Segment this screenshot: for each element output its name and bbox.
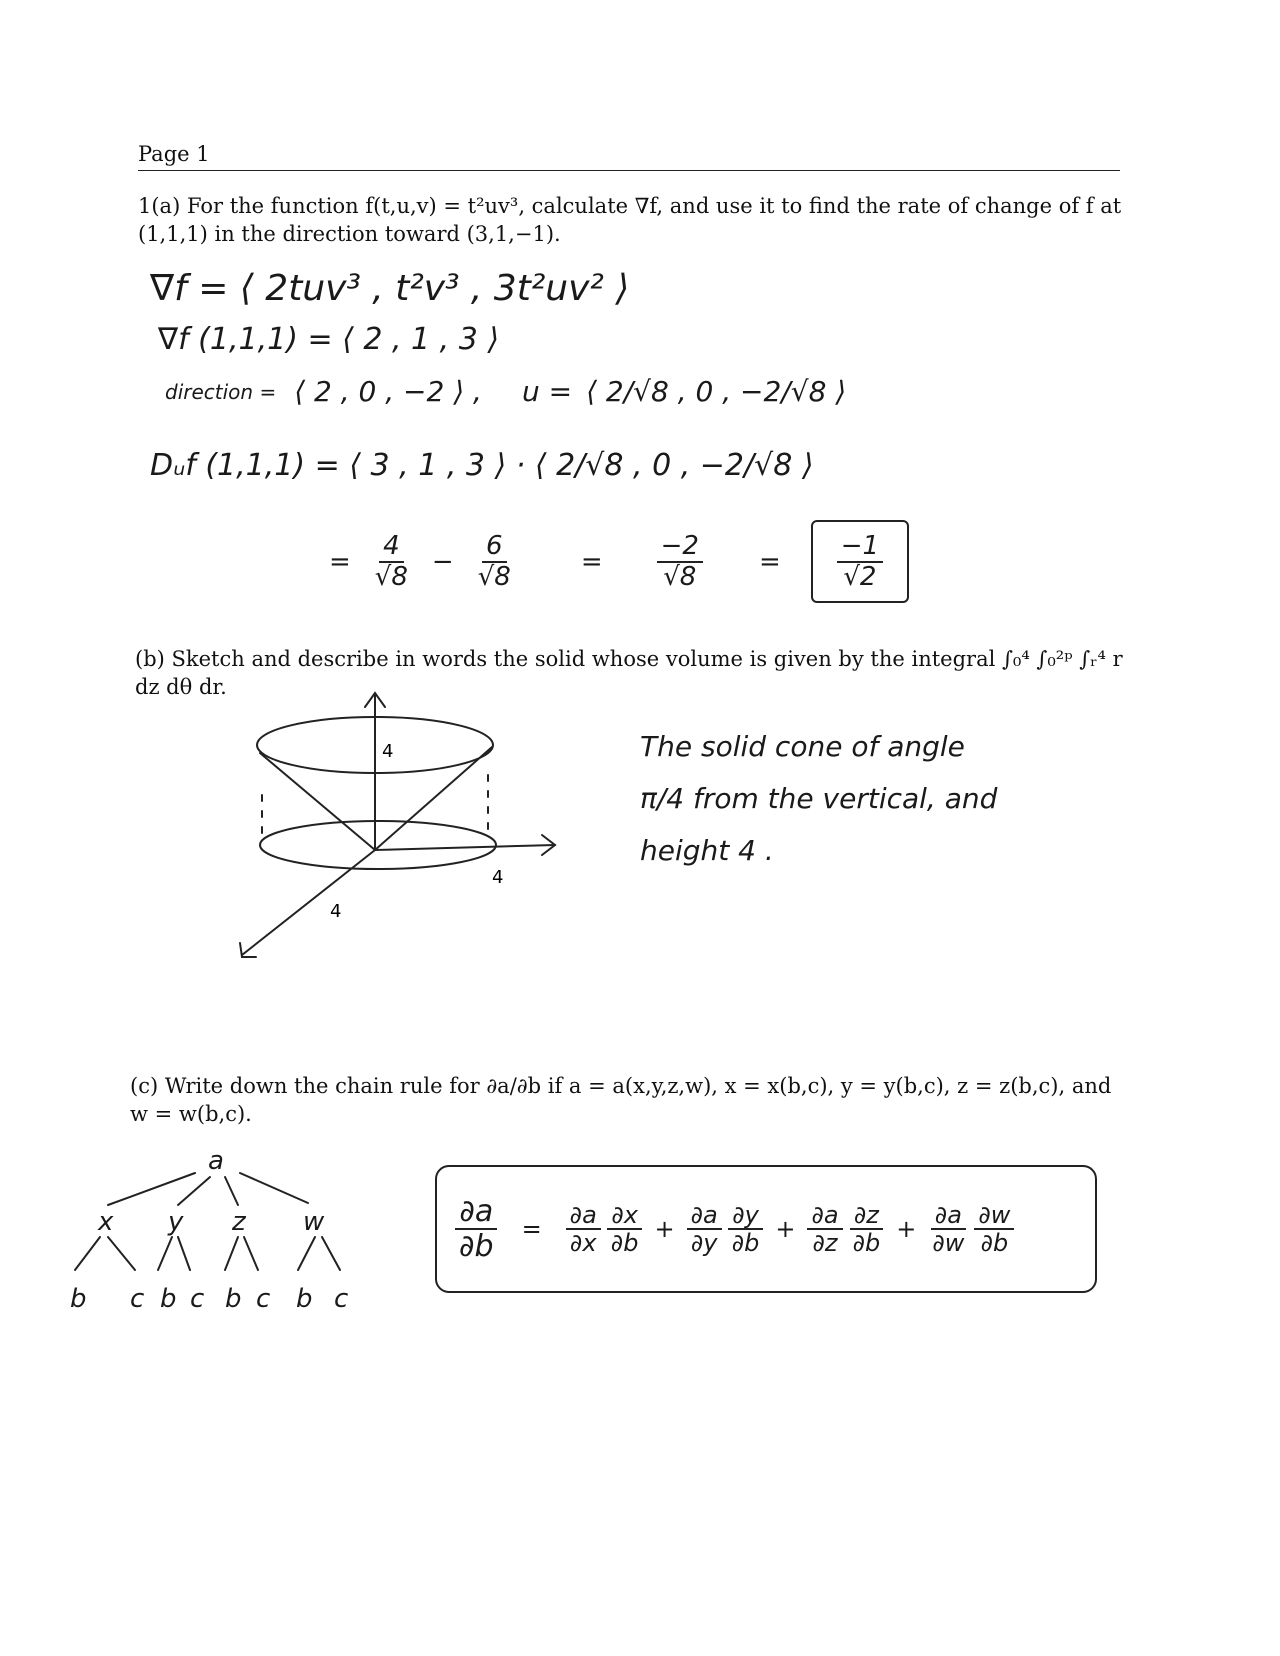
term3-first-fraction bbox=[807, 1202, 842, 1257]
denominator: ∂w bbox=[932, 1229, 965, 1257]
numerator: ∂x bbox=[607, 1202, 642, 1230]
plus-sign: + bbox=[775, 1215, 796, 1243]
y-tick-label: 4 bbox=[330, 901, 342, 922]
cone-side-left bbox=[260, 753, 375, 850]
fraction-6-over-root8 bbox=[474, 532, 515, 591]
direction-line bbox=[165, 375, 846, 408]
header-rule bbox=[138, 170, 1120, 171]
numerator: ∂a bbox=[931, 1202, 966, 1230]
tree-leaf: c bbox=[334, 1284, 349, 1314]
lhs-fraction bbox=[455, 1195, 498, 1263]
numerator: 6 bbox=[482, 532, 507, 563]
denominator: ∂z bbox=[812, 1229, 838, 1257]
term2-second-fraction bbox=[728, 1202, 764, 1257]
tree-node-x: x bbox=[98, 1207, 114, 1237]
denominator: ∂b bbox=[980, 1229, 1009, 1257]
tree-edge bbox=[108, 1237, 135, 1270]
cone-side-right bbox=[375, 747, 492, 850]
computation-line bbox=[315, 520, 915, 603]
tree-edge bbox=[158, 1237, 172, 1270]
equals-sign: = bbox=[580, 546, 603, 577]
tree-leaf: c bbox=[130, 1284, 145, 1314]
tree-edge bbox=[225, 1237, 238, 1270]
numerator: ∂a bbox=[687, 1202, 722, 1230]
final-answer-box bbox=[811, 520, 909, 603]
fraction-4-over-root8 bbox=[371, 532, 412, 591]
plus-sign: + bbox=[896, 1215, 917, 1243]
denominator: ∂b bbox=[852, 1229, 881, 1257]
numerator: ∂a bbox=[807, 1202, 842, 1230]
numerator: ∂z bbox=[850, 1202, 883, 1230]
tree-node-w: w bbox=[303, 1207, 325, 1237]
gradient-at-point: ∇f (1,1,1) = ⟨ 2 , 1 , 3 ⟩ bbox=[158, 322, 500, 357]
tree-edge bbox=[298, 1237, 315, 1270]
tree-root: a bbox=[208, 1146, 224, 1176]
denominator: √8 bbox=[374, 561, 408, 592]
unit-label: u = bbox=[521, 375, 573, 408]
cone-sketch bbox=[230, 685, 590, 975]
part-a-prompt-line1: 1(a) For the function f(t,u,v) = t²uv³, calculate ∇f, and use it to find the rate of change of f at bbox=[138, 194, 1122, 218]
part-c-prompt-line2: w = w(b,c). bbox=[130, 1102, 252, 1126]
tree-leaf: b bbox=[70, 1284, 87, 1314]
denominator: ∂y bbox=[690, 1229, 718, 1257]
tree-leaf: b bbox=[225, 1284, 242, 1314]
denominator: √8 bbox=[663, 561, 697, 592]
numerator: −1 bbox=[837, 532, 883, 563]
term1-first-fraction bbox=[566, 1202, 601, 1257]
description-line3: height 4 . bbox=[640, 834, 774, 867]
tree-node-y: y bbox=[168, 1207, 184, 1237]
numerator: ∂w bbox=[974, 1202, 1014, 1230]
directional-derivative: Dᵤf (1,1,1) = ⟨ 3 , 1 , 3 ⟩ · ⟨ 2/√8 , 0 , −2/√8 ⟩ bbox=[150, 448, 814, 483]
dependency-tree bbox=[60, 1145, 390, 1325]
term4-second-fraction bbox=[974, 1202, 1014, 1257]
tree-edge bbox=[178, 1177, 210, 1205]
z-tick-label: 4 bbox=[382, 741, 394, 762]
tree-edge bbox=[240, 1173, 308, 1203]
part-b-prompt: (b) Sketch and describe in words the solid whose volume is given by the integral ∫₀⁴ ∫₀²ᵖ ∫ᵣ⁴ r dz dθ dr. bbox=[135, 647, 1123, 699]
equals-sign: = bbox=[521, 1215, 542, 1243]
term2-first-fraction bbox=[687, 1202, 722, 1257]
gradient-expression: ∇f = ⟨ 2tuv³ , t²v³ , 3t²uv² ⟩ bbox=[150, 268, 630, 309]
direction-label: direction = bbox=[165, 379, 277, 404]
plus-sign: + bbox=[654, 1215, 675, 1243]
tree-leaf: c bbox=[190, 1284, 205, 1314]
tree-leaf: b bbox=[296, 1284, 313, 1314]
tree-edge bbox=[225, 1177, 238, 1205]
tree-edge bbox=[244, 1237, 258, 1270]
part-c-prompt-line1: (c) Write down the chain rule for ∂a/∂b if a = a(x,y,z,w), x = x(b,c), y = y(b,c), z = z(b,c), and bbox=[130, 1074, 1112, 1098]
fraction-neg2-over-root8 bbox=[657, 532, 703, 591]
numerator: −2 bbox=[657, 532, 703, 563]
tree-edge bbox=[108, 1173, 195, 1205]
tree-edge bbox=[75, 1237, 100, 1270]
x-tick-label: 4 bbox=[492, 867, 504, 888]
denominator: ∂b bbox=[459, 1229, 494, 1264]
tree-leaf: b bbox=[160, 1284, 177, 1314]
cone-base-ellipse bbox=[260, 821, 496, 869]
tree-edge bbox=[178, 1237, 190, 1270]
denominator: √8 bbox=[477, 561, 511, 592]
term1-second-fraction bbox=[607, 1202, 643, 1257]
description-line2: π/4 from the vertical, and bbox=[640, 782, 998, 815]
y-axis bbox=[242, 850, 375, 955]
equals-sign: = bbox=[329, 546, 351, 577]
term4-first-fraction bbox=[928, 1202, 968, 1257]
chain-rule-box bbox=[435, 1165, 1097, 1293]
term3-second-fraction bbox=[849, 1202, 885, 1257]
denominator: ∂x bbox=[569, 1229, 597, 1257]
numerator: ∂a bbox=[566, 1202, 601, 1230]
tree-leaf: c bbox=[256, 1284, 271, 1314]
x-axis bbox=[375, 845, 555, 850]
direction-vector: ⟨ 2 , 0 , −2 ⟩ , bbox=[294, 375, 482, 408]
page-label: Page 1 bbox=[138, 142, 210, 166]
tree-node-z: z bbox=[232, 1207, 246, 1237]
denominator: √2 bbox=[843, 561, 877, 592]
unit-vector: ⟨ 2/√8 , 0 , −2/√8 ⟩ bbox=[586, 375, 847, 408]
numerator: 4 bbox=[379, 532, 404, 563]
numerator: ∂y bbox=[728, 1202, 763, 1230]
numerator: ∂a bbox=[455, 1195, 497, 1230]
part-a-prompt-line2: (1,1,1) in the direction toward (3,1,−1). bbox=[138, 222, 561, 246]
denominator: ∂b bbox=[731, 1229, 760, 1257]
equals-sign: = bbox=[758, 546, 781, 577]
minus-sign: − bbox=[431, 546, 454, 577]
denominator: ∂b bbox=[610, 1229, 639, 1257]
description-line1: The solid cone of angle bbox=[640, 730, 965, 763]
tree-edge bbox=[322, 1237, 340, 1270]
